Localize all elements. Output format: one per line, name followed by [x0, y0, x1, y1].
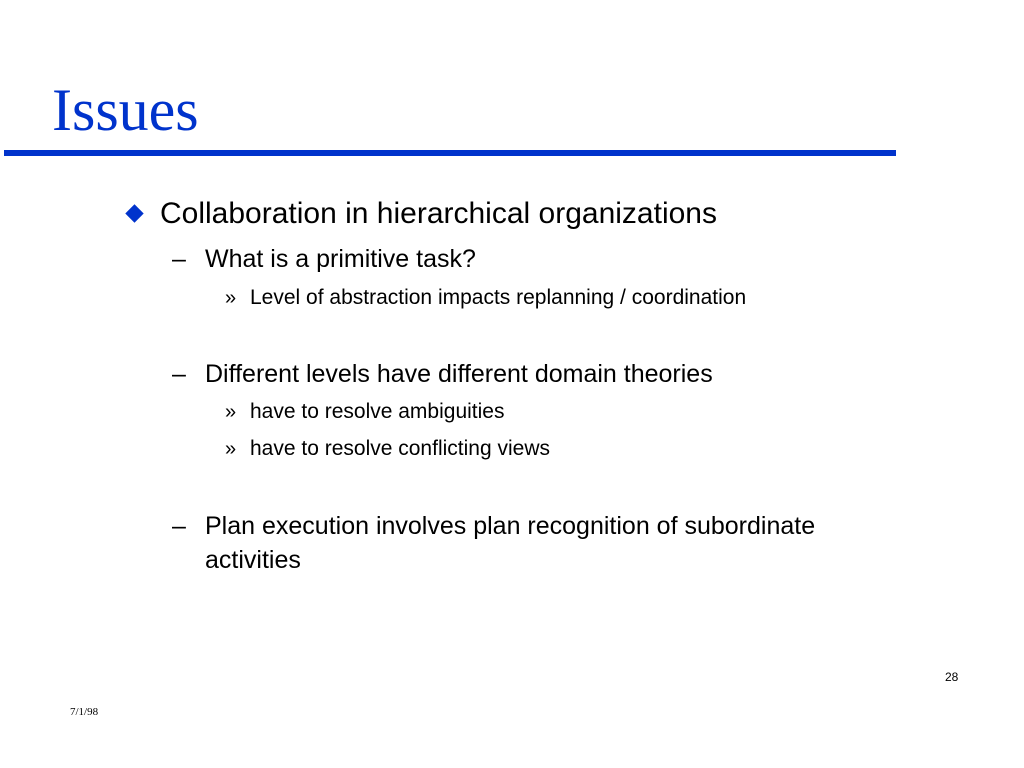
- dash-bullet-marker: –: [172, 512, 186, 540]
- bullet-level2-domain-theories: Different levels have different domain theories: [205, 360, 713, 388]
- dash-bullet-marker: –: [172, 360, 186, 388]
- raquo-bullet-marker: »: [225, 438, 237, 460]
- raquo-bullet-marker: »: [225, 401, 237, 423]
- raquo-bullet-marker: »: [225, 287, 237, 309]
- footer-date: 7/1/98: [70, 706, 99, 718]
- bullet-level2-plan-execution-line1: Plan execution involves plan recognition of subordinate: [205, 512, 816, 540]
- page-number: 28: [945, 670, 959, 684]
- bullet-level2-primitive-task: What is a primitive task?: [205, 245, 476, 273]
- dash-bullet-marker: –: [172, 245, 186, 273]
- bullet-level3-ambiguities: have to resolve ambiguities: [250, 400, 505, 423]
- bullet-level1-collaboration: Collaboration in hierarchical organizations: [160, 197, 717, 230]
- diamond-bullet-icon: [125, 204, 143, 222]
- bullet-level2-plan-execution-line2: activities: [205, 546, 301, 574]
- title-underline: [4, 150, 896, 156]
- bullet-level3-abstraction: Level of abstraction impacts replanning / coordination: [250, 286, 747, 309]
- bullet-level3-conflicting-views: have to resolve conflicting views: [250, 437, 550, 460]
- slide-title: Issues: [52, 77, 199, 143]
